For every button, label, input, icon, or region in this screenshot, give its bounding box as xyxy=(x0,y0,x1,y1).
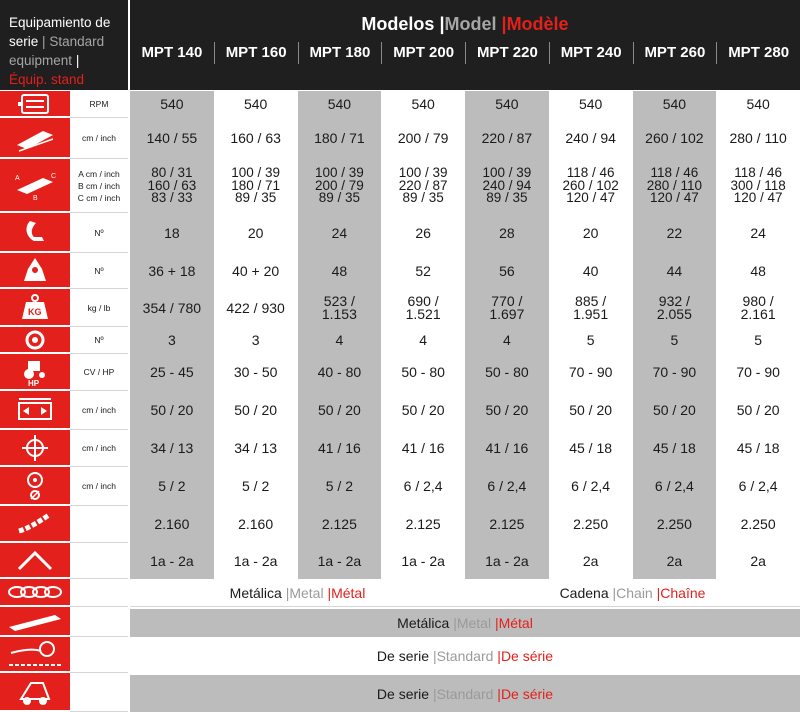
unit-label: Nº xyxy=(70,327,128,354)
spec-value: 140 / 55 xyxy=(130,118,214,159)
spec-value: 5 xyxy=(754,332,763,348)
cardan-shaft-icon xyxy=(13,675,57,709)
unit-label-empty xyxy=(70,607,128,637)
label-sep2: | xyxy=(656,584,661,601)
trilingual-label xyxy=(560,585,706,601)
spec-value: 2.160 xyxy=(130,506,214,543)
spec-value: 2a xyxy=(582,552,599,569)
spec-row xyxy=(0,354,800,391)
spec-value: 34 / 13 xyxy=(130,430,214,467)
model-name: MPT 240 xyxy=(549,42,633,64)
spec-value: 2.250 xyxy=(740,516,776,532)
rotor-diameter-icon xyxy=(20,433,50,463)
spec-icon-cell xyxy=(0,354,70,391)
spec-icon-cell xyxy=(0,159,70,213)
spec-value: 45 / 18 xyxy=(736,440,780,456)
svg-text:HP: HP xyxy=(28,378,40,387)
spec-value: 24 xyxy=(750,224,766,241)
span-value-left xyxy=(130,579,465,607)
spec-value: 5 xyxy=(586,332,595,348)
skid-icon xyxy=(5,609,65,633)
model-name: MPT 160 xyxy=(214,42,298,64)
trilingual-label xyxy=(397,615,533,631)
spec-value: 50 - 80 xyxy=(465,354,549,391)
spec-rows xyxy=(0,91,800,712)
model-name: MPT 180 xyxy=(298,42,382,64)
spec-row xyxy=(0,253,800,289)
label-es: Metálica xyxy=(397,615,450,631)
spec-value: 50 / 20 xyxy=(298,391,382,430)
spec-value: 240 / 94 xyxy=(565,130,616,146)
spec-value: 540 xyxy=(465,91,549,118)
spec-row xyxy=(0,213,800,253)
spec-row xyxy=(0,91,800,118)
spec-value: 2.125 xyxy=(298,506,382,543)
spec-value: 2a xyxy=(750,552,766,569)
spec-value: 5 xyxy=(633,327,717,354)
spec-icon-cell xyxy=(0,673,70,712)
label-sep1: | xyxy=(612,584,617,601)
spec-value: 45 / 18 xyxy=(569,440,613,456)
unit-label-empty xyxy=(70,673,128,712)
spec-value: 1a - 2a xyxy=(298,543,382,579)
model-name: MPT 280 xyxy=(716,42,800,64)
model-name: MPT 200 xyxy=(381,42,465,64)
weight-kg-icon xyxy=(20,292,50,322)
spec-value: 41 / 16 xyxy=(298,430,382,467)
spec-value: 70 - 90 xyxy=(568,364,613,380)
label-es: Metálica xyxy=(229,584,282,601)
spec-value: 2a xyxy=(633,543,717,579)
models-title: Modelos |Model |Modèle xyxy=(361,14,569,34)
label-en: Metal xyxy=(289,584,324,601)
spec-row xyxy=(0,543,800,579)
model-name: MPT 140 xyxy=(141,44,203,61)
spec-value: 70 - 90 xyxy=(736,364,780,380)
spec-icon-cell xyxy=(0,467,70,506)
spec-value: 6 / 2,4 xyxy=(403,478,443,494)
unit-label xyxy=(70,506,128,543)
models-header xyxy=(130,0,800,90)
label-es: Cadena xyxy=(559,584,609,601)
spec-value: 24 xyxy=(298,213,382,253)
spec-icon-cell xyxy=(0,506,70,543)
spec-row xyxy=(0,118,800,159)
spec-icon-cell xyxy=(0,430,70,467)
spec-value: 50 / 20 xyxy=(401,402,445,418)
spec-value: 980 / 2.161 xyxy=(740,293,776,322)
label-fr: Chaîne xyxy=(660,584,706,601)
trilingual-label xyxy=(377,648,553,664)
spec-value: 1a - 2a xyxy=(233,552,278,569)
spec-value: 118 / 46 280 / 110 120 / 47 xyxy=(633,159,717,213)
spec-icon-cell xyxy=(0,213,70,253)
label-sep1: | xyxy=(432,648,437,664)
roller-guard-icon xyxy=(5,639,65,669)
label-fr: De série xyxy=(500,685,554,702)
label-en: Chain xyxy=(616,584,653,601)
spec-value: 41 / 16 xyxy=(401,440,445,456)
spec-icon-cell xyxy=(0,118,70,159)
unit-label: cm / inch xyxy=(70,118,128,159)
spec-value: 5 / 2 xyxy=(298,467,382,506)
spec-value: 540 xyxy=(578,96,603,112)
unit-label: kg / lb xyxy=(70,289,128,327)
spec-value: 2.125 xyxy=(465,506,549,543)
label-sep1: | xyxy=(285,584,290,601)
label-sep1: | xyxy=(432,685,437,702)
spec-value: 540 xyxy=(633,91,717,118)
spec-value: 100 / 39 200 / 79 89 / 35 xyxy=(298,159,382,213)
model-name: MPT 260 xyxy=(633,42,717,64)
spec-value: 690 / 1.521 xyxy=(405,293,441,322)
label-en: Standard xyxy=(436,685,494,702)
label-sep2: | xyxy=(497,685,501,702)
spec-value: 40 + 20 xyxy=(232,262,280,279)
spec-row xyxy=(0,327,800,354)
spec-value: 118 / 46 300 / 118 120 / 47 xyxy=(730,165,786,206)
span-value-full xyxy=(130,607,800,637)
spec-value: 18 xyxy=(130,213,214,253)
spec-value: 540 xyxy=(746,96,770,112)
label-es: De serie xyxy=(376,685,430,702)
unit-label xyxy=(70,543,128,579)
unit-label: RPM xyxy=(70,91,128,118)
spec-value: 25 - 45 xyxy=(130,354,214,391)
spec-value: 26 xyxy=(415,224,431,241)
spec-row xyxy=(0,159,800,213)
spec-value: 280 / 110 xyxy=(729,130,787,146)
spec-icon-cell xyxy=(0,327,70,354)
spec-value: 4 xyxy=(465,327,549,354)
label-fr: Métal xyxy=(498,615,533,631)
spec-value: 50 / 20 xyxy=(569,402,613,418)
spec-value: 30 - 50 xyxy=(233,364,278,380)
spec-value: 56 xyxy=(465,253,549,289)
belt-icon xyxy=(20,329,50,351)
spec-value: 20 xyxy=(582,224,599,241)
spec-value: 50 / 20 xyxy=(736,402,780,418)
spec-value: 50 - 80 xyxy=(401,364,445,380)
spec-row xyxy=(0,289,800,327)
spec-value: 932 / 2.055 xyxy=(633,289,717,327)
spec-value: 1a - 2a xyxy=(401,552,445,569)
spec-value: 220 / 87 xyxy=(465,118,549,159)
svg-text:KG: KG xyxy=(28,307,42,317)
spec-value: 48 xyxy=(750,262,766,279)
label-es: De serie xyxy=(376,648,430,664)
spec-value: 6 / 2,4 xyxy=(738,478,778,494)
header-line-1: Equipamiento de xyxy=(9,15,111,30)
spec-value: 885 / 1.951 xyxy=(573,293,609,322)
spec-value: 40 xyxy=(582,262,599,279)
spec-icon-cell xyxy=(0,391,70,430)
spec-value: 2.250 xyxy=(633,506,717,543)
spec-value: 540 xyxy=(130,91,214,118)
spec-value: 100 / 39 180 / 71 89 / 35 xyxy=(231,165,281,206)
spec-value: 6 / 2,4 xyxy=(571,478,611,494)
spec-value: 354 / 780 xyxy=(130,289,214,327)
label-sep1: | xyxy=(453,615,457,631)
spec-icon-cell xyxy=(0,289,70,327)
spec-value: 48 xyxy=(298,253,382,289)
tooth-icon xyxy=(20,255,50,285)
spec-icon-cell xyxy=(0,543,70,579)
spec-value: 40 - 80 xyxy=(298,354,382,391)
unit-label: cm / inch xyxy=(70,391,128,430)
span-row xyxy=(0,579,800,607)
spec-value: 70 - 90 xyxy=(633,354,717,391)
spec-value: 28 xyxy=(465,213,549,253)
span-value-full xyxy=(130,637,800,673)
spec-value: 6 / 2,4 xyxy=(633,467,717,506)
spec-value: 22 xyxy=(633,213,717,253)
spec-value: 4 xyxy=(298,327,382,354)
spec-value: 260 / 102 xyxy=(633,118,717,159)
spec-value: 44 xyxy=(633,253,717,289)
spec-icon-cell xyxy=(0,253,70,289)
dimensions-abc-icon xyxy=(13,170,57,200)
span-value-full xyxy=(130,673,800,712)
rotor-speed-icon xyxy=(15,511,55,537)
spec-value: 41 / 16 xyxy=(465,430,549,467)
span-row xyxy=(0,673,800,712)
spec-value: 50 / 20 xyxy=(465,391,549,430)
label-en: Metal xyxy=(456,615,492,631)
blade-icon xyxy=(20,217,50,247)
roller-diameter-icon xyxy=(20,470,50,502)
spec-row xyxy=(0,506,800,543)
standard-equipment-header xyxy=(0,0,128,90)
spec-value: 540 xyxy=(298,91,382,118)
span-row xyxy=(0,637,800,673)
model-name: MPT 220 xyxy=(465,42,549,64)
unit-label: CV / HP xyxy=(70,354,128,391)
trilingual-label xyxy=(377,686,553,702)
svg-text:B: B xyxy=(33,195,38,200)
spec-value: 100 / 39 220 / 87 89 / 35 xyxy=(398,165,448,206)
spec-row xyxy=(0,391,800,430)
spec-value: 100 / 39 240 / 94 89 / 35 xyxy=(465,159,549,213)
spec-value: 6 / 2,4 xyxy=(465,467,549,506)
spec-icon-cell xyxy=(0,607,70,637)
header-line-2: serie | Standard xyxy=(9,34,105,49)
svg-text:A: A xyxy=(15,175,20,182)
spec-row xyxy=(0,430,800,467)
unit-label-empty xyxy=(70,637,128,673)
label-fr: De série xyxy=(500,648,554,664)
lateral-shift-icon xyxy=(15,395,55,425)
spec-icon-cell xyxy=(0,91,70,118)
spec-value: 160 / 63 xyxy=(230,130,281,146)
spec-value: 523 / 1.153 xyxy=(298,289,382,327)
spec-value: 45 / 18 xyxy=(633,430,717,467)
spec-value: 20 xyxy=(247,224,264,241)
unit-label: cm / inch xyxy=(70,467,128,506)
spec-icon-cell xyxy=(0,637,70,673)
chain-link-icon xyxy=(7,583,63,601)
span-value-right xyxy=(465,579,800,607)
spec-value: 2.125 xyxy=(405,516,441,532)
trilingual-label xyxy=(230,585,366,601)
working-width-icon xyxy=(13,123,57,153)
label-sep2: | xyxy=(327,584,332,601)
spec-value: 50 / 20 xyxy=(130,391,214,430)
spec-value: 1a - 2a xyxy=(130,543,214,579)
spec-value: 5 / 2 xyxy=(130,467,214,506)
spec-value: 36 + 18 xyxy=(130,253,214,289)
tractor-hp-icon xyxy=(20,357,50,387)
hitch-category-icon xyxy=(15,547,55,573)
label-sep2: | xyxy=(494,615,499,631)
unit-label: cm / inch xyxy=(70,430,128,467)
spec-value: 5 / 2 xyxy=(242,478,270,494)
spec-value: 3 xyxy=(251,332,260,348)
spec-icon-cell xyxy=(0,579,70,607)
label-en: Standard xyxy=(436,648,494,664)
spec-value: 52 xyxy=(415,262,431,279)
unit-label: Nº xyxy=(70,213,128,253)
spec-value: 50 / 20 xyxy=(234,402,278,418)
spec-value: 422 / 930 xyxy=(226,299,285,316)
spec-value: 540 xyxy=(243,96,268,112)
spec-value: 4 xyxy=(419,332,428,348)
gearbox-icon xyxy=(18,91,52,117)
unit-label: Nº xyxy=(70,253,128,289)
spec-value: 80 / 31 160 / 63 83 / 33 xyxy=(130,159,214,213)
spec-value: 770 / 1.697 xyxy=(465,289,549,327)
unit-label-empty xyxy=(70,579,128,607)
svg-text:C: C xyxy=(51,173,57,180)
spec-value: 540 xyxy=(411,96,435,112)
spec-value: 200 / 79 xyxy=(397,130,449,146)
spec-row xyxy=(0,467,800,506)
spec-value: 1a - 2a xyxy=(465,543,549,579)
spec-value: 3 xyxy=(130,327,214,354)
spec-value: 118 / 46 260 / 102 120 / 47 xyxy=(562,165,619,206)
spec-value: 34 / 13 xyxy=(234,440,278,456)
model-names xyxy=(130,42,800,64)
label-sep2: | xyxy=(497,648,501,664)
label-fr: Métal xyxy=(331,584,366,601)
spec-value: 2.250 xyxy=(573,516,609,532)
spec-value: 50 / 20 xyxy=(633,391,717,430)
header-line-4: Équip. stand xyxy=(9,72,85,87)
header-line-3: equipment | xyxy=(9,53,80,68)
unit-label: A cm / inch B cm / inch C cm / inch xyxy=(70,159,128,213)
span-row xyxy=(0,607,800,637)
spec-value: 180 / 71 xyxy=(298,118,382,159)
spec-value: 2.160 xyxy=(238,516,274,532)
